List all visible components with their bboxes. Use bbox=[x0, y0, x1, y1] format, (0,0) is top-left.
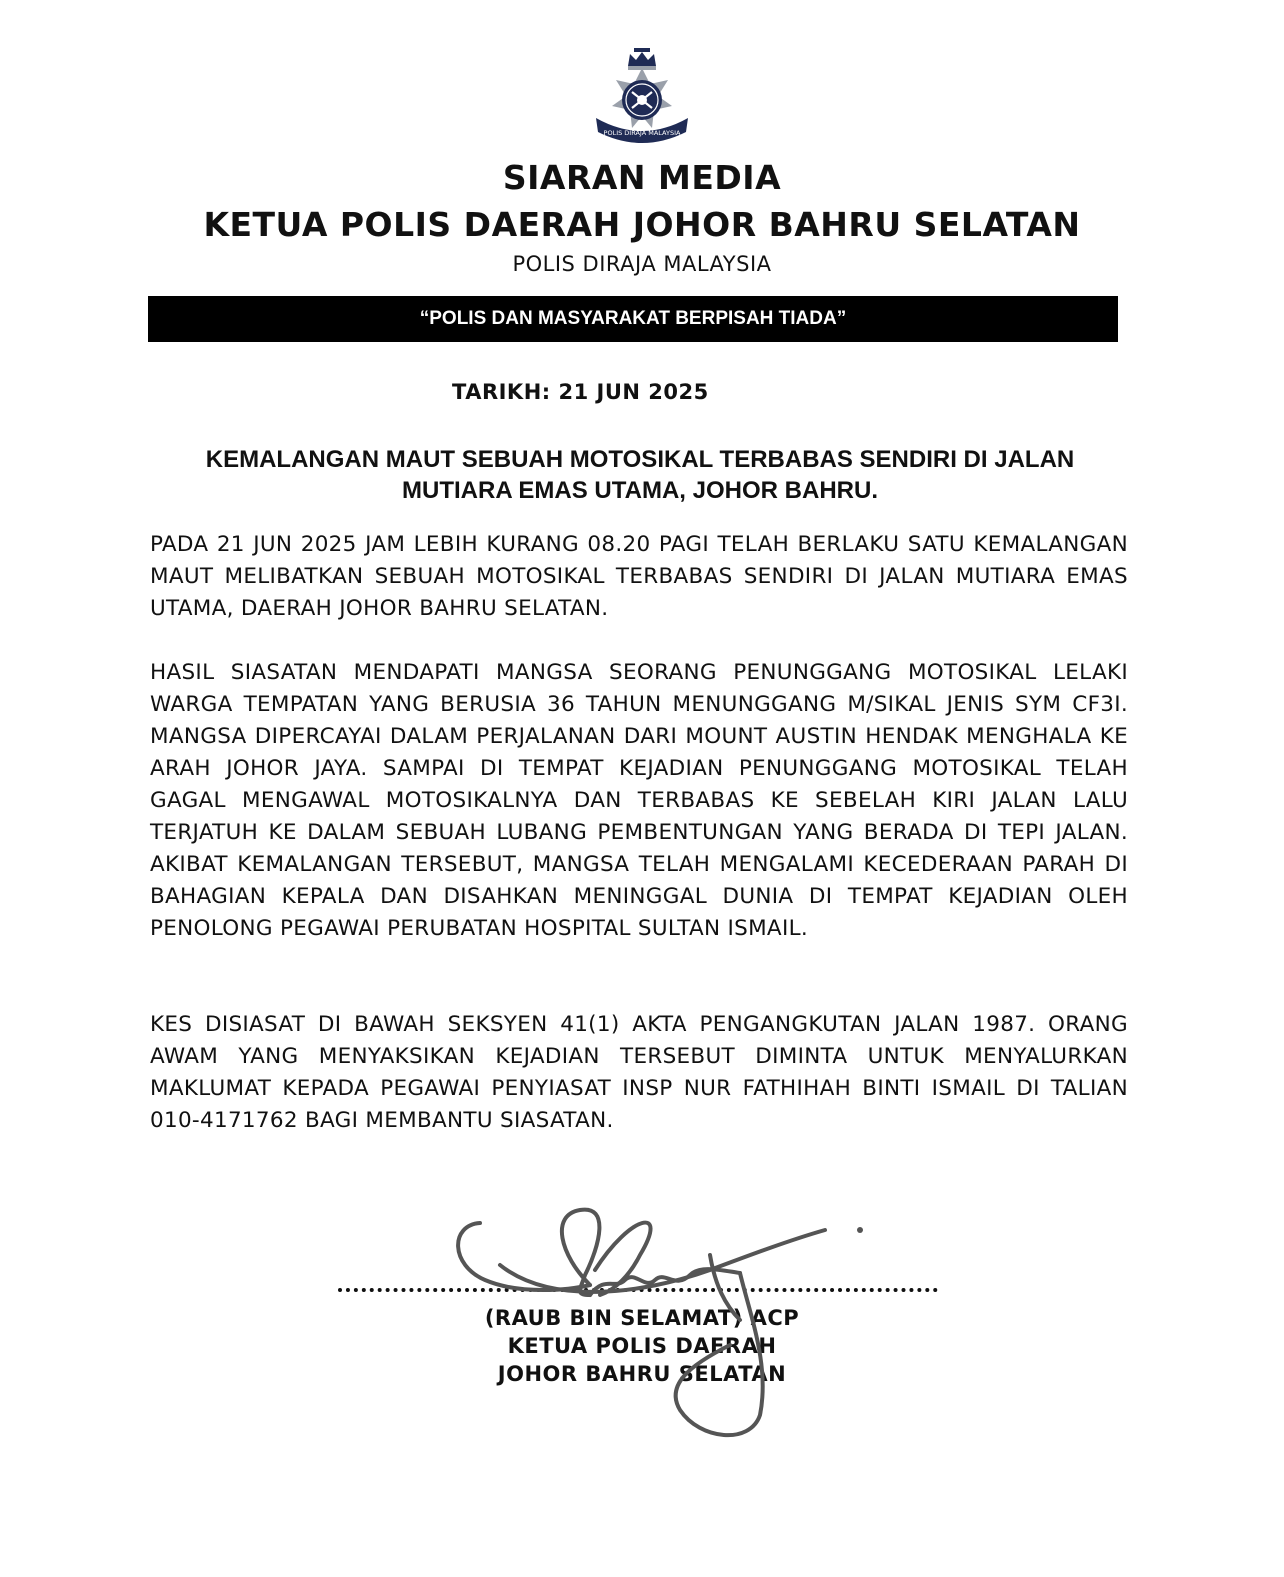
motto-banner bbox=[148, 296, 1118, 342]
body-paragraph-1: PADA 21 JUN 2025 JAM LEBIH KURANG 08.20 PAGI TELAH BERLAKU SATU KEMALANGAN MAUT MELIBATKAN SEBUAH MOTOSIKAL TERBABAS SENDIRI DI JALAN MUTIARA EMAS UTAMA, DAERAH JOHOR BAHRU SELATAN. bbox=[150, 532, 1128, 621]
handwritten-signature bbox=[440, 1195, 880, 1455]
polis-crest-logo bbox=[590, 44, 694, 144]
star-emblem-icon bbox=[612, 68, 672, 128]
body-paragraph-2: HASIL SIASATAN MENDAPATI MANGSA SEORANG PENUNGGANG MOTOSIKAL LELAKI WARGA TEMPATAN YANG BERUSIA 36 TAHUN MENUNGGANG M/SIKAL JENIS SYM CF3I. MANGSA DIPERCAYAI DALAM PERJALANAN DARI MOUNT AUSTIN HENDAK MENGHALA KE ARAH JOHOR JAYA. SAMPAI DI TEMPAT KEJADIAN PENUNGGANG MOTOSIKAL TELAH GAGAL MENGAWAL MOTOSIKALNYA DAN TERBABAS KE SEBELAH KIRI JALAN LALU TERJATUH KE DALAM SEBUAH LUBANG PEMBENTUNGAN YANG BERADA DI TEPI JALAN. AKIBAT KEMALANGAN TERSEBUT, MANGSA TELAH MENGALAMI KECEDERAAN PARAH DI BAHAGIAN KEPALA DAN DISAHKAN MENINGGAL DUNIA DI TEMPAT KEJADIAN OLEH PENOLONG PEGAWAI PERUBATAN HOSPITAL SULTAN ISMAIL. bbox=[150, 660, 1128, 941]
page-subtitle-office: KETUA POLIS DAERAH JOHOR BAHRU SELATAN bbox=[203, 205, 1081, 244]
headline-line-1: KEMALANGAN MAUT SEBUAH MOTOSIKAL TERBABAS SENDIRI DI JALAN bbox=[205, 446, 1075, 473]
ribbon-banner bbox=[596, 118, 688, 143]
signatory-title-2: JOHOR BAHRU SELATAN bbox=[497, 1362, 787, 1386]
organization-name: POLIS DIRAJA MALAYSIA bbox=[512, 252, 772, 276]
crest-ribbon-text: POLIS DIRAJA MALAYSIA bbox=[603, 129, 681, 137]
date-label: TARIKH: 21 JUN 2025 bbox=[452, 380, 709, 404]
signatory-title-1: KETUA POLIS DAERAH bbox=[507, 1334, 777, 1358]
body-paragraph-3: KES DISIASAT DI BAWAH SEKSYEN 41(1) AKTA PENGANGKUTAN JALAN 1987. ORANG AWAM YANG MENYAKSIKAN KEJADIAN TERSEBUT DIMINTA UNTUK MENYALURKAN MAKLUMAT KEPADA PEGAWAI PENYIASAT INSP NUR FATHIHAH BINTI ISMAIL DI TALIAN 010-4171762 BAGI MEMBANTU SIASATAN. bbox=[150, 1012, 1128, 1133]
signatory-name: (RAUB BIN SELAMAT) ACP bbox=[484, 1306, 800, 1330]
motto-text: “POLIS DAN MASYARAKAT BERPISAH TIADA” bbox=[419, 308, 847, 329]
headline-line-2: MUTIARA EMAS UTAMA, JOHOR BAHRU. bbox=[402, 477, 878, 504]
page-title: SIARAN MEDIA bbox=[502, 158, 782, 197]
crown-icon bbox=[628, 48, 656, 70]
